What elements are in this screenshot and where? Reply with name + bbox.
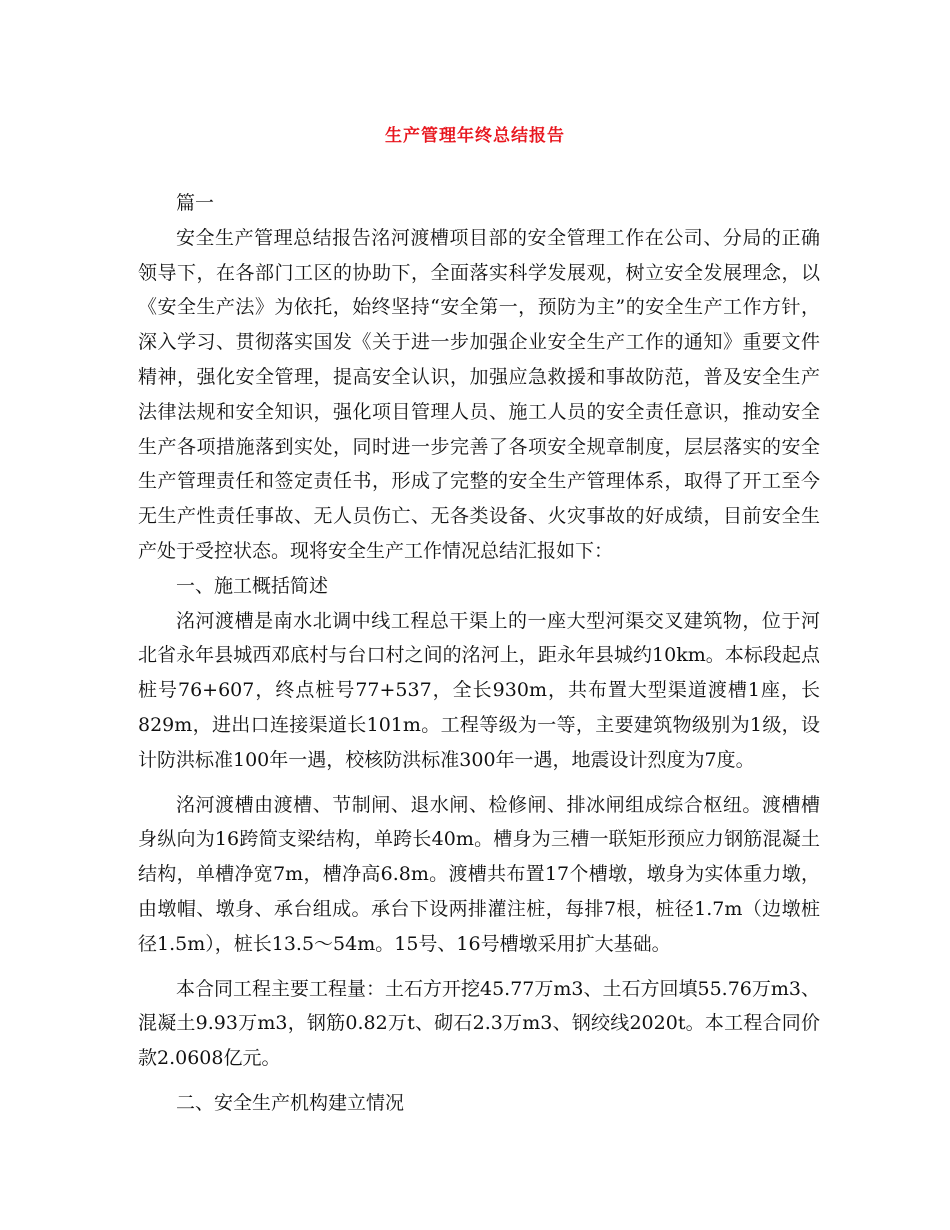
document-body (138, 186, 820, 1121)
section-heading-construction-overview: 一、施工概括简述 (176, 574, 329, 597)
paragraph-work-quantities: 本合同工程主要工程量：土石方开挖45.77万m3、土石方回填55.76万m3、混凝土9.93万m3，钢筋0.82万t、砌石2.3万m3、钢绞线2020t。本工程合同价款2.0608亿元。 (138, 977, 820, 1070)
section-heading-safety-organization: 二、安全生产机构建立情况 (176, 1091, 405, 1114)
section-label-part-one: 篇一 (176, 192, 215, 214)
paragraph-project-location: 洺河渡槽是南水北调中线工程总干渠上的一座大型河渠交叉建筑物，位于河北省永年县城西邓底村与台口村之间的洺河上，距永年县城约10km。本标段起点桩号76+607，终点桩号77+537，全长930m，共布置大型渠道渡槽1座，长829m，进出口连接渠道长101m。工程等级为一等，主要建筑物级别为1级，设计防洪标准100年一遇，校核防洪标准300年一遇，地震设计烈度为7度。 (138, 609, 820, 771)
document-title: 生产管理年终总结报告 (385, 126, 565, 146)
intro-paragraph: 安全生产管理总结报告洺河渡槽项目部的安全管理工作在公司、分局的正确领导下，在各部门工区的协助下，全面落实科学发展观，树立安全发展理念，以《安全生产法》为依托，始终坚持“安全第一，预防为主”的安全生产工作方针，深入学习、贯彻落实国发《关于进一步加强企业安全生产工作的通知》重要文件精神，强化安全管理，提高安全认识，加强应急救援和事故防范，普及安全生产法律法规和安全知识，强化项目管理人员、施工人员的安全责任意识，推动安全生产各项措施落到实处，同时进一步完善了各项安全规章制度，层层落实的安全生产管理责任和签定责任书，形成了完整的安全生产管理体系，取得了开工至今无生产性责任事故、无人员伤亡、无各类设备、火灾事故的好成绩，目前安全生产处于受控状态。现将安全生产工作情况总结汇报如下： (138, 226, 820, 562)
paragraph-aqueduct-structure: 洺河渡槽由渡槽、节制闸、退水闸、检修闸、排冰闸组成综合枢纽。渡槽槽身纵向为16跨简支梁结构，单跨长40m。槽身为三槽一联矩形预应力钢筋混凝土结构，单槽净宽7m，槽净高6.8m。渡槽共布置17个槽墩，墩身为实体重力墩，由墩帽、墩身、承台组成。承台下设两排灌注桩，每排7根，桩径1.7m（边墩桩径1.5m），桩长13.5～54m。15号、16号槽墩采用扩大基础。 (138, 793, 820, 955)
